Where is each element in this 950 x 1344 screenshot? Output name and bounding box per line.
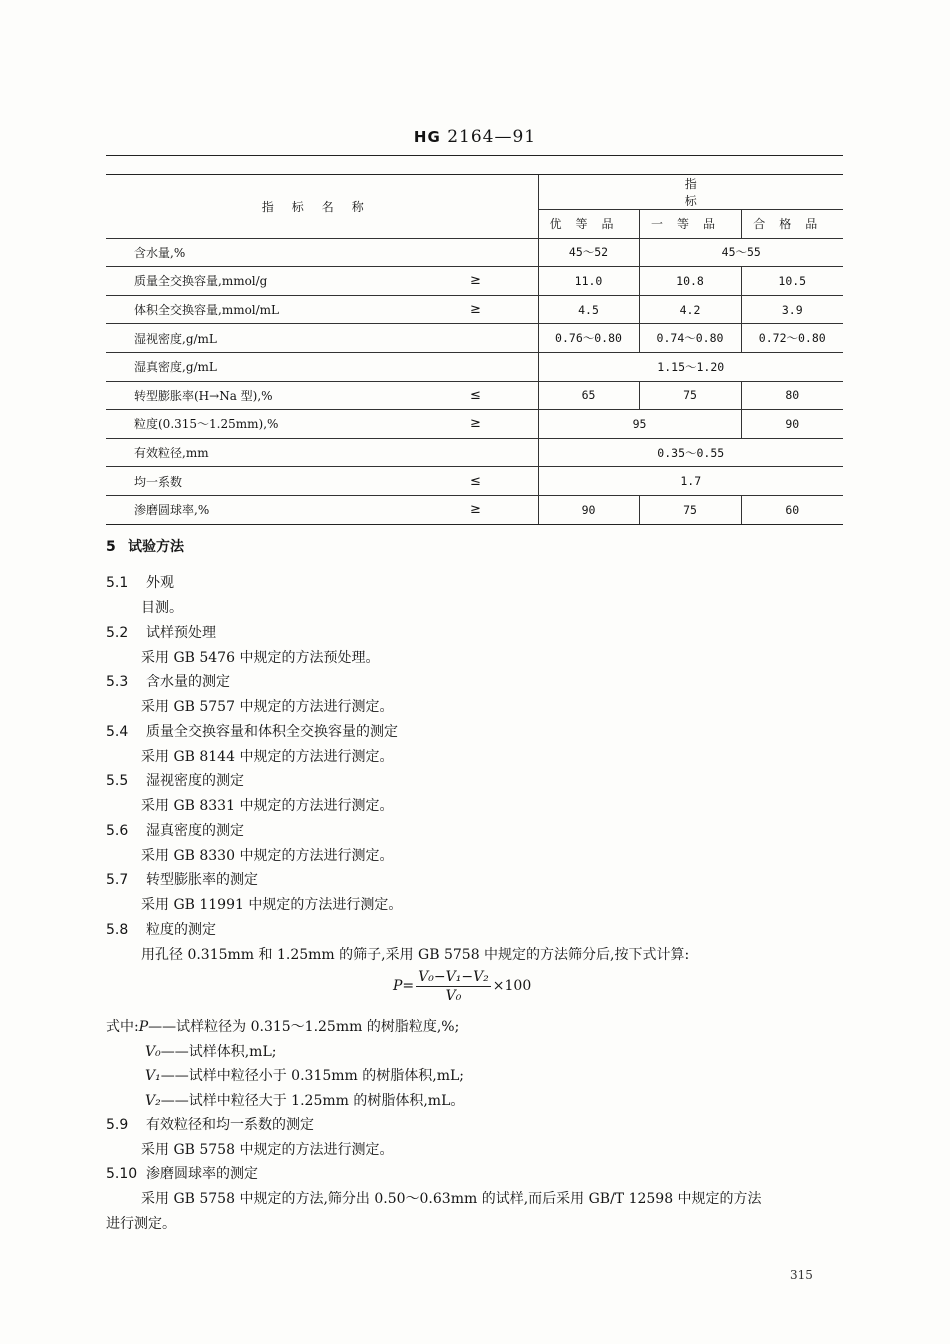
where-line: 式中:P——试样粒径为 0.315～1.25mm 的树脂粒度,%; xyxy=(106,1019,460,1035)
clause-text: 采用 GB 8144 中规定的方法进行测定。 xyxy=(141,749,394,765)
page-number: 315 xyxy=(790,1268,813,1282)
table-row xyxy=(106,467,843,496)
row-value: 65 xyxy=(538,381,639,410)
clause-text: 采用 GB 5757 中规定的方法进行测定。 xyxy=(141,699,394,715)
clause-heading: 5.4 质量全交换容量和体积全交换容量的测定 xyxy=(106,724,398,740)
row-value: 4.2 xyxy=(639,295,741,324)
clause-heading: 5.5 湿视密度的测定 xyxy=(106,773,244,789)
row-value: 90 xyxy=(741,410,843,439)
row-value: 1.7 xyxy=(538,467,843,496)
clause-text: 用孔径 0.315mm 和 1.25mm 的筛子,采用 GB 5758 中规定的方法筛分后,按下式计算: xyxy=(141,947,690,963)
row-name: 渗磨圆球率,% xyxy=(106,495,466,524)
row-op xyxy=(466,438,538,467)
clause-text: 采用 GB 5476 中规定的方法预处理。 xyxy=(141,650,380,666)
name-header: 指标名称 xyxy=(106,175,538,239)
row-op: ≥ xyxy=(466,295,538,324)
row-value: 0.74～0.80 xyxy=(639,324,741,353)
row-value: 45～55 xyxy=(639,238,843,267)
table-row xyxy=(106,352,843,381)
row-value: 75 xyxy=(639,495,741,524)
row-name: 质量全交换容量,mmol/g xyxy=(106,267,466,296)
row-value: 0.35～0.55 xyxy=(538,438,843,467)
clause-text: 进行测定。 xyxy=(106,1216,176,1232)
clause-text: 目测。 xyxy=(141,600,183,616)
row-value: 1.15～1.20 xyxy=(538,352,843,381)
row-name: 有效粒径,mm xyxy=(106,438,466,467)
row-name: 体积全交换容量,mmol/mL xyxy=(106,295,466,324)
row-name: 转型膨胀率(H→Na 型),% xyxy=(106,381,466,410)
table-row xyxy=(106,267,843,296)
clause-text: 采用 GB 5758 中规定的方法,筛分出 0.50～0.63mm 的试样,而后采用 GB/T 12598 中规定的方法 xyxy=(141,1191,762,1207)
table-row xyxy=(106,410,843,439)
code-prefix: HG xyxy=(413,128,441,146)
row-name: 湿真密度,g/mL xyxy=(106,352,466,381)
row-name: 均一系数 xyxy=(106,467,466,496)
formula-denominator: V₀ xyxy=(445,987,462,1004)
table-row xyxy=(106,438,843,467)
grade-header: 优等品 xyxy=(538,210,639,239)
where-line: V₁——试样中粒径小于 0.315mm 的树脂体积,mL; xyxy=(145,1068,465,1084)
row-value: 60 xyxy=(741,495,843,524)
row-op: ≤ xyxy=(466,381,538,410)
row-value: 3.9 xyxy=(741,295,843,324)
clause-heading: 5.10 渗磨圆球率的测定 xyxy=(106,1166,258,1182)
clause-heading: 5.3 含水量的测定 xyxy=(106,674,230,690)
where-line: V₀——试样体积,mL; xyxy=(145,1044,277,1060)
row-name: 含水量,% xyxy=(106,238,466,267)
clause-heading: 5.8 粒度的测定 xyxy=(106,922,216,938)
row-value: 4.5 xyxy=(538,295,639,324)
row-value: 10.5 xyxy=(741,267,843,296)
clause-heading: 5.7 转型膨胀率的测定 xyxy=(106,872,258,888)
formula-numerator: V₀−V₁−V₂ xyxy=(418,968,489,985)
grade-header: 合格品 xyxy=(741,210,843,239)
clause-text: 采用 GB 11991 中规定的方法进行测定。 xyxy=(141,897,403,913)
row-op: ≥ xyxy=(466,267,538,296)
grade-header: 一等品 xyxy=(639,210,741,239)
clause-heading: 5.2 试样预处理 xyxy=(106,625,216,641)
clause-heading: 5.1 外观 xyxy=(106,575,174,591)
section-5-heading: 5 试验方法 xyxy=(106,539,184,555)
clause-text: 采用 GB 8330 中规定的方法进行测定。 xyxy=(141,848,394,864)
document-code xyxy=(0,127,950,147)
row-op: ≥ xyxy=(466,410,538,439)
row-value: 11.0 xyxy=(538,267,639,296)
code-number: 2164—91 xyxy=(447,127,537,147)
table-row xyxy=(106,381,843,410)
clause-heading: 5.9 有效粒径和均一系数的测定 xyxy=(106,1117,314,1133)
spec-table xyxy=(106,174,843,525)
formula-factor: ×100 xyxy=(492,978,532,994)
header-rule xyxy=(106,155,843,156)
formula-lhs: P= xyxy=(393,978,415,994)
row-op: ≥ xyxy=(466,495,538,524)
row-op xyxy=(466,352,538,381)
row-op: ≤ xyxy=(466,467,538,496)
granularity-formula xyxy=(393,965,531,1007)
table-row xyxy=(106,238,843,267)
clause-text: 采用 GB 8331 中规定的方法进行测定。 xyxy=(141,798,394,814)
row-value: 75 xyxy=(639,381,741,410)
row-value: 0.72～0.80 xyxy=(741,324,843,353)
index-header: 指标 xyxy=(538,175,843,210)
row-value: 90 xyxy=(538,495,639,524)
formula-fraction xyxy=(416,969,491,1004)
row-value: 45～52 xyxy=(538,238,639,267)
row-value: 95 xyxy=(538,410,741,439)
row-name: 湿视密度,g/mL xyxy=(106,324,466,353)
table-row xyxy=(106,324,843,353)
table-row xyxy=(106,295,843,324)
row-value: 10.8 xyxy=(639,267,741,296)
row-value: 0.76～0.80 xyxy=(538,324,639,353)
row-value: 80 xyxy=(741,381,843,410)
where-line: V₂——试样中粒径大于 1.25mm 的树脂体积,mL。 xyxy=(145,1093,465,1109)
table-row xyxy=(106,495,843,524)
row-name: 粒度(0.315～1.25mm),% xyxy=(106,410,466,439)
clause-text: 采用 GB 5758 中规定的方法进行测定。 xyxy=(141,1142,394,1158)
row-op xyxy=(466,324,538,353)
clause-heading: 5.6 湿真密度的测定 xyxy=(106,823,244,839)
row-op xyxy=(466,238,538,267)
